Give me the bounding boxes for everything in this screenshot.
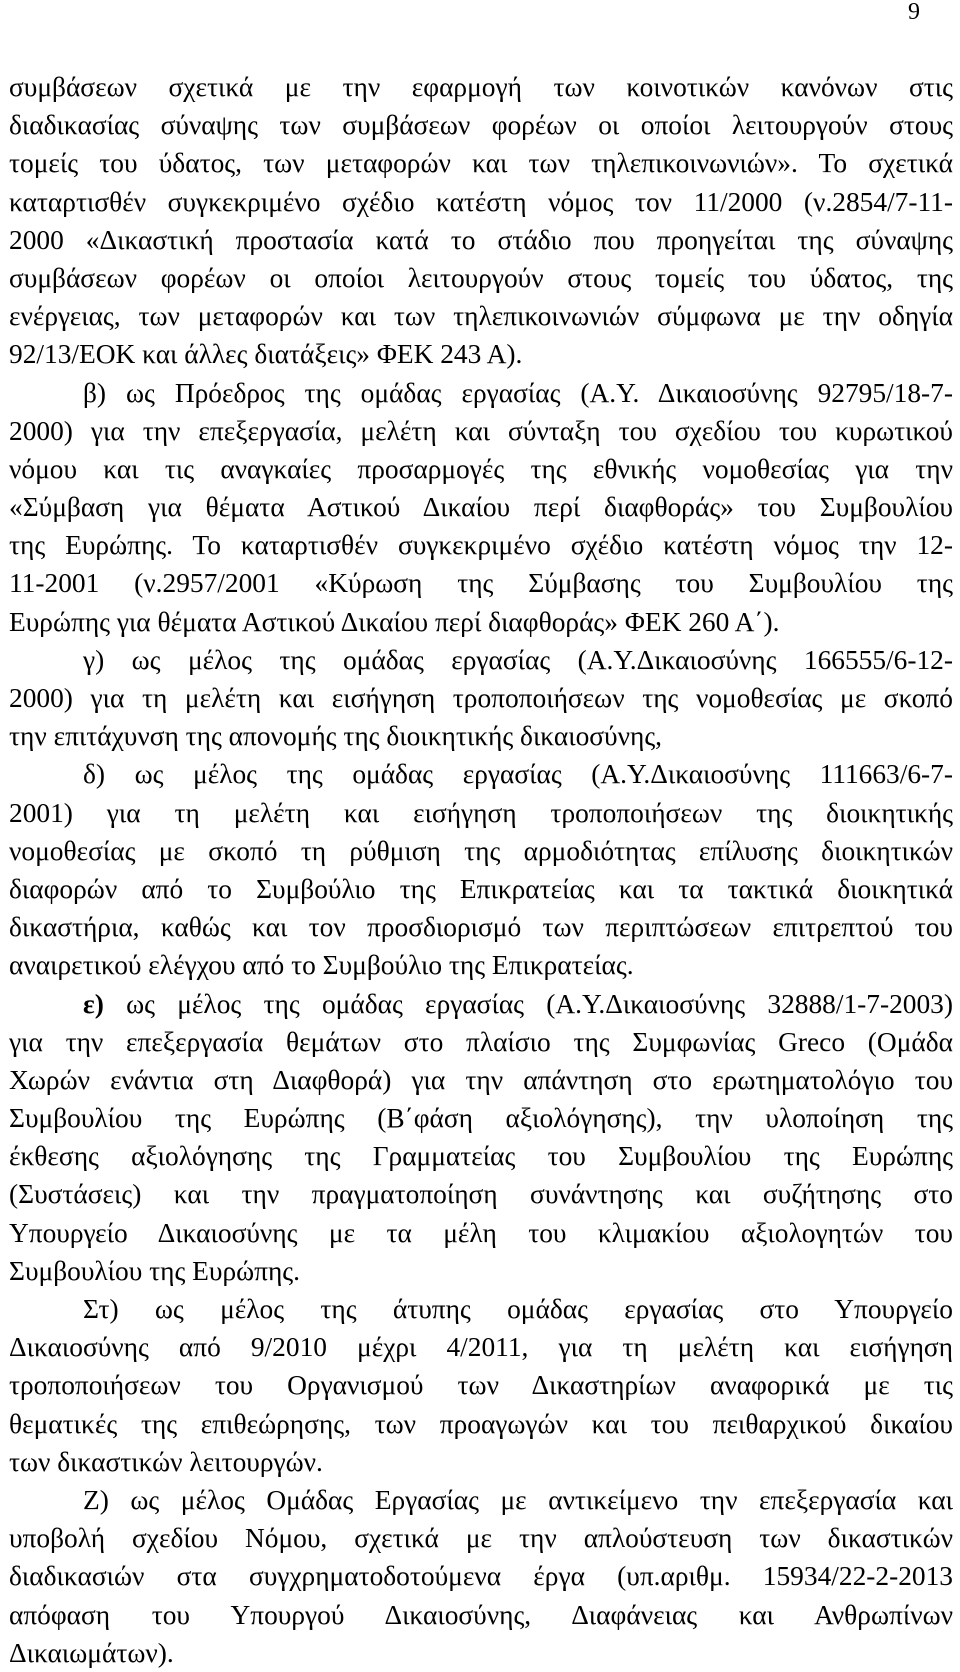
text-line: θεματικές της επιθεώρησης, των προαγωγών και του πειθαρχικού δικαίου bbox=[9, 1408, 953, 1439]
text-line: των δικαστικών λειτουργών. bbox=[9, 1446, 323, 1477]
text-line: 2000 «Δικαστική προστασία κατά το στάδιο που προηγείται της σύναψης bbox=[9, 224, 953, 255]
text-span: ως μέλος της ομάδας εργασίας (Α.Υ.Δικαιοσύνης 32888/1-7-2003) bbox=[103, 988, 953, 1019]
text-line: «Σύμβαση για θέματα Αστικού Δικαίου περί διαφθοράς» του Συμβουλίου bbox=[9, 492, 953, 523]
text-line: τομείς του ύδατος, των μεταφορών και των τηλεπικοινωνιών». Το σχετικά bbox=[9, 148, 953, 179]
text-line: της Ευρώπης. Το καταρτισθέν συγκεκριμένο σχέδιο κατέστη νόμος την 12- bbox=[9, 530, 953, 561]
text-line: ενέργειας, των μεταφορών και των τηλεπικοινωνιών σύμφωνα με την οδηγία bbox=[9, 301, 953, 332]
text-line: (Συστάσεις) και την πραγματοποίηση συνάντησης και συζήτησης στο bbox=[9, 1179, 953, 1210]
page-number: 9 bbox=[908, 0, 920, 25]
text-line: απόφαση του Υπουργού Δικαιοσύνης, Διαφάνειας και Ανθρωπίνων bbox=[9, 1599, 953, 1630]
text-line: καταρτισθέν συγκεκριμένο σχέδιο κατέστη νόμος τον 11/2000 (ν.2854/7-11- bbox=[9, 186, 953, 217]
item-marker: ε) bbox=[83, 988, 104, 1019]
text-line: δ) ως μέλος της ομάδας εργασίας (Α.Υ.Δικαιοσύνης 111663/6-7- bbox=[83, 759, 953, 790]
text-line: Δικαιοσύνης από 9/2010 μέχρι 4/2011, για τη μελέτη και εισήγηση bbox=[9, 1332, 953, 1363]
text-line: συμβάσεων φορέων οι οποίοι λειτουργούν στους τομείς του ύδατος, της bbox=[9, 262, 953, 293]
text-line: νόμου και τις αναγκαίες προσαρμογές της εθνικής νομοθεσίας για την bbox=[9, 453, 953, 484]
text-line: 2001) για τη μελέτη και εισήγηση τροποποιήσεων της διοικητικής bbox=[9, 797, 953, 828]
text-line: διαδικασίας σύναψης των συμβάσεων φορέων οι οποίοι λειτουργούν στους bbox=[9, 110, 953, 141]
text-line: Συμβουλίου της Ευρώπης. bbox=[9, 1255, 300, 1286]
text-line: 2000) για τη μελέτη και εισήγηση τροποποιήσεων της νομοθεσίας με σκοπό bbox=[9, 683, 953, 713]
text-line: για την επεξεργασία θεμάτων στο πλαίσιο της Συμφωνίας Greco (Ομάδα bbox=[9, 1026, 953, 1057]
text-line: διαδικασιών στα συγχρηματοδοτούμενα έργα (υπ.αριθμ. 15934/22-2-2013 bbox=[9, 1561, 953, 1592]
text-line: αναιρετικού ελέγχου από το Συμβούλιο της Επικρατείας. bbox=[9, 950, 634, 981]
text-line: Δικαιωμάτων). bbox=[9, 1637, 174, 1668]
text-line: νομοθεσίας με σκοπό τη ρύθμιση της αρμοδιότητας επίλυσης διοικητικών bbox=[9, 835, 953, 866]
text-line: 2000) για την επεξεργασία, μελέτη και σύνταξη του σχεδίου του κυρωτικού bbox=[9, 415, 953, 446]
text-line: Ευρώπης για θέματα Αστικού Δικαίου περί διαφθοράς» ΦΕΚ 260 Α΄). bbox=[9, 606, 780, 637]
text-line: την επιτάχυνση της απονομής της διοικητικής δικαιοσύνης, bbox=[9, 721, 663, 752]
text-line: Υπουργείο Δικαιοσύνης με τα μέλη του κλιμακίου αξιολογητών του bbox=[9, 1217, 953, 1248]
text-line: Χωρών ενάντια στη Διαφθορά) για την απάντηση στο ερωτηματολόγιο του bbox=[9, 1064, 953, 1095]
text-line: υποβολή σχεδίου Νόμου, σχετικά με την απλούστευση των δικαστικών bbox=[9, 1523, 953, 1554]
text-line: β) ως Πρόεδρος της ομάδας εργασίας (Α.Υ. Δικαιοσύνης 92795/18-7- bbox=[83, 377, 953, 408]
text-line: Ζ) ως μέλος Ομάδας Εργασίας με αντικείμενο την επεξεργασία και bbox=[83, 1484, 953, 1515]
text-line: έκθεσης αξιολόγησης της Γραμματείας του Συμβουλίου της Ευρώπης bbox=[9, 1141, 953, 1172]
text-line: Στ) ως μέλος της άτυπης ομάδας εργασίας στο Υπουργείο bbox=[83, 1294, 953, 1324]
text-line: τροποποιήσεων του Οργανισμού των Δικαστηρίων αναφορικά με τις bbox=[9, 1370, 953, 1401]
text-line: γ) ως μέλος της ομάδας εργασίας (Α.Υ.Δικαιοσύνης 166555/6-12- bbox=[83, 644, 953, 675]
text-line: διαφορών από το Συμβούλιο της Επικρατείας και τα τακτικά διοικητικά bbox=[9, 873, 953, 904]
text-line: δικαστήρια, καθώς και τον προσδιορισμό των περιπτώσεων επιτρεπτού του bbox=[9, 912, 953, 943]
text-line: 92/13/ΕΟΚ και άλλες διατάξεις» ΦΕΚ 243 Α). bbox=[9, 339, 523, 370]
text-line: συμβάσεων σχετικά με την εφαρμογή των κοινοτικών κανόνων στις bbox=[9, 72, 953, 102]
text-line: 11-2001 (ν.2957/2001 «Κύρωση της Σύμβασης του Συμβουλίου της bbox=[9, 568, 953, 599]
text-line: Συμβουλίου της Ευρώπης (Β΄φάση αξιολόγησης), την υλοποίηση της bbox=[9, 1103, 953, 1134]
document-body bbox=[9, 68, 953, 1672]
text-line-bold-lead bbox=[9, 985, 953, 1023]
